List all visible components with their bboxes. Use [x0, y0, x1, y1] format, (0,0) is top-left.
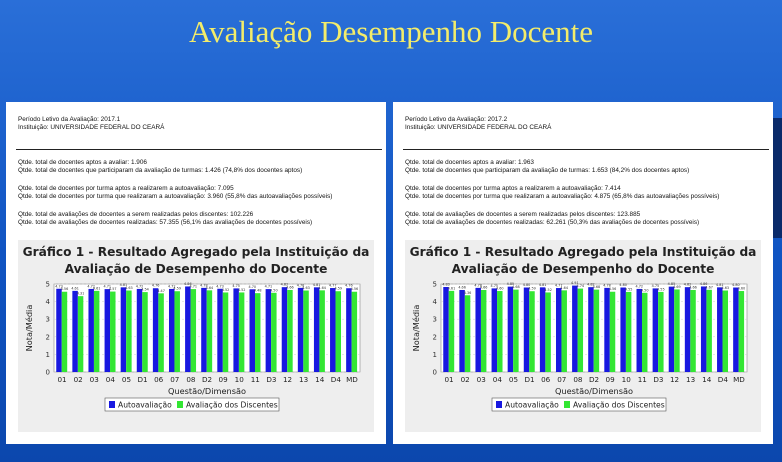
x-tick-label: 06 — [541, 375, 551, 384]
bar-value-label: 4.72 — [635, 284, 644, 289]
bar-value-label: 4.59 — [528, 286, 536, 291]
bar — [658, 292, 663, 372]
bar-value-label: 4.63 — [125, 286, 133, 291]
bar — [701, 286, 706, 372]
bar — [319, 290, 324, 372]
bar — [298, 288, 303, 372]
bar-value-label: 4.64 — [205, 285, 214, 290]
bar-value-label: 4.31 — [76, 291, 85, 296]
stat-label: Qtde. total de avaliações de docentes a serem realizadas pelos discentes: — [18, 211, 229, 218]
bar-value-label: 4.78 — [296, 283, 305, 288]
stat-value: 3.960 (55,8% das autoavaliações possíveis) — [205, 193, 333, 200]
bar — [685, 287, 690, 372]
bar — [524, 288, 529, 372]
bar-value-label: 4.60 — [737, 286, 746, 291]
bar — [540, 287, 545, 372]
bar-value-label: 4.71 — [189, 284, 198, 289]
stat-value: 1.653 (84,2% dos docentes aptos) — [590, 167, 690, 174]
x-axis-label: Questão/Dimensão — [554, 386, 634, 396]
x-tick-label: 07 — [170, 375, 180, 384]
stats-group-discentes — [405, 211, 765, 227]
bar — [529, 291, 534, 372]
bar-value-label: 4.63 — [721, 286, 730, 291]
x-tick-label: 14 — [702, 375, 712, 384]
stat-value: 1.906 — [129, 159, 147, 166]
bar-value-label: 4.56 — [60, 287, 69, 292]
bar — [352, 292, 357, 372]
bar — [626, 292, 631, 372]
bar-value-label: 4.71 — [103, 284, 112, 289]
x-tick-label: 12 — [669, 375, 680, 384]
report-panel-2017-1 — [6, 102, 386, 444]
bar-value-label: 4.64 — [318, 285, 326, 290]
chart-container — [405, 240, 761, 432]
bar-value-label: 4.85 — [506, 282, 515, 287]
x-tick-label: D4 — [717, 375, 728, 384]
bar-value-label: 4.56 — [350, 287, 359, 292]
stat-value: 57.355 (56,1% das avaliações de docentes possíveis) — [157, 219, 313, 226]
bar-value-label: 4.73 — [216, 284, 224, 289]
bar-value-label: 4.66 — [479, 285, 488, 290]
bar-value-label: 4.61 — [92, 286, 101, 291]
legend-label: Avaliação dos Discentes — [573, 400, 665, 410]
bar-value-label: 4.81 — [312, 282, 321, 287]
x-tick-label: MD — [733, 375, 745, 384]
bar — [158, 293, 163, 372]
bar-value-label: 4.61 — [447, 286, 456, 291]
stat-label: Qtde. total de docentes por turma aptos a realizarem a autoavaliação: — [405, 185, 603, 192]
bar — [594, 290, 599, 372]
stat-label: Qtde. total de avaliações de docentes a serem realizadas pelos discentes: — [405, 211, 616, 218]
bar-value-label: 4.54 — [141, 287, 149, 292]
x-tick-label: 09 — [218, 375, 228, 384]
report-header — [405, 116, 765, 132]
x-tick-label: D1 — [524, 375, 535, 384]
bar-value-label: 4.71 — [264, 284, 273, 289]
bar — [706, 290, 711, 372]
bar-value-label: 4.80 — [522, 283, 531, 288]
y-tick-label: 3 — [432, 315, 437, 324]
y-axis-label: Nota/Média — [24, 304, 34, 352]
bar-value-label: 4.69 — [673, 284, 681, 289]
bar — [578, 289, 583, 372]
x-tick-label: 14 — [315, 375, 325, 384]
x-tick-label: D1 — [137, 375, 148, 384]
x-tick-label: 08 — [186, 375, 196, 384]
x-tick-label: 01 — [57, 375, 67, 384]
bar-value-label: 4.55 — [657, 287, 665, 292]
bar — [443, 287, 448, 372]
bar — [588, 287, 593, 372]
x-tick-label: 12 — [282, 375, 293, 384]
bar-value-label: 4.64 — [560, 285, 568, 290]
x-tick-label: 03 — [89, 375, 99, 384]
bar-value-label: 4.59 — [334, 286, 343, 291]
stats-group-autoavaliacao — [405, 185, 765, 201]
bar-value-label: 4.47 — [157, 288, 165, 293]
header-divider — [16, 149, 382, 150]
chart-title: Gráfico 1 - Resultado Agregado pela Instituição da Avaliação de Desempenho do Docente — [22, 245, 370, 276]
x-tick-label: 04 — [492, 375, 502, 384]
bar — [72, 291, 77, 372]
stat-line — [18, 211, 378, 219]
bar — [513, 290, 518, 372]
bar — [642, 293, 647, 372]
stat-value: 7.414 — [602, 185, 621, 192]
bar-value-label: 4.81 — [538, 282, 547, 287]
bar — [153, 288, 158, 372]
bar-value-label: 4.55 — [624, 287, 633, 292]
bar-value-label: 4.81 — [716, 282, 724, 287]
slide-title: Avaliação Desempenho Docente — [189, 14, 593, 49]
bar — [56, 289, 61, 372]
bar-value-label: 4.86 — [184, 281, 192, 286]
stat-line — [18, 159, 378, 167]
y-tick-label: 5 — [45, 280, 50, 289]
x-tick-label: 08 — [573, 375, 583, 384]
bar — [250, 289, 255, 372]
bar-value-label: 4.52 — [221, 287, 230, 292]
bar-value-label: 4.76 — [345, 283, 353, 288]
x-tick-label: 02 — [460, 375, 470, 384]
bar — [620, 288, 625, 372]
report-panel-2017-2 — [393, 102, 773, 444]
x-tick-label: 06 — [154, 375, 164, 384]
instituicao: Instituição: UNIVERSIDADE FEDERAL DO CEARÁ — [405, 124, 552, 131]
bar — [126, 291, 131, 372]
bar — [137, 289, 142, 372]
bar-value-label: 4.66 — [286, 285, 294, 290]
bar — [266, 289, 271, 372]
bar — [669, 287, 674, 372]
bar — [94, 291, 99, 372]
report-header — [18, 116, 378, 132]
stat-line — [18, 219, 378, 227]
bar-value-label: 4.85 — [667, 282, 676, 287]
x-tick-label: 05 — [121, 375, 132, 384]
bar-value-label: 4.82 — [683, 282, 692, 287]
bar-value-label: 4.75 — [651, 283, 660, 288]
x-tick-label: 01 — [444, 375, 454, 384]
instituicao: Instituição: UNIVERSIDADE FEDERAL DO CEARÁ — [18, 124, 165, 131]
bar-value-label: 4.66 — [689, 285, 697, 290]
stat-line — [18, 193, 378, 201]
bar-value-label: 4.63 — [302, 286, 310, 291]
bar-value-label: 4.73 — [55, 284, 63, 289]
y-tick-label: 2 — [432, 333, 437, 342]
legend-label: Autoavaliação — [118, 400, 172, 410]
periodo-letivo: Período Letivo da Avaliação: 2017.2 — [405, 116, 508, 123]
bar-value-label: 4.72 — [167, 284, 176, 289]
y-tick-label: 2 — [45, 333, 50, 342]
bar — [723, 291, 728, 372]
bar-value-label: 4.72 — [135, 284, 144, 289]
x-tick-label: 10 — [234, 375, 244, 384]
bar — [637, 289, 642, 372]
bar — [110, 292, 115, 372]
x-tick-label: 02 — [73, 375, 83, 384]
bar — [674, 289, 679, 372]
stats-group-autoavaliacao — [18, 185, 378, 201]
bar-value-label: 4.50 — [640, 288, 649, 293]
bar — [475, 288, 480, 372]
bar — [142, 292, 147, 372]
bar-value-label: 4.82 — [280, 282, 289, 287]
legend-swatch — [496, 401, 502, 408]
bar-value-label: 4.36 — [463, 290, 472, 295]
x-tick-label: 04 — [105, 375, 115, 384]
stat-label: Qtde. total de docentes por turma que realizaram a autoavaliação: — [18, 193, 206, 200]
bar — [610, 292, 615, 372]
bar — [207, 290, 212, 372]
bar — [739, 291, 744, 372]
bar — [465, 295, 470, 372]
bar-value-label: 4.56 — [608, 287, 617, 292]
bar — [233, 288, 238, 372]
stat-line — [405, 193, 765, 201]
x-tick-label: 07 — [557, 375, 567, 384]
stat-line — [405, 167, 765, 175]
bar — [733, 288, 738, 372]
bar-value-label: 4.76 — [151, 283, 160, 288]
bar — [282, 287, 287, 372]
bar-value-label: 4.75 — [232, 283, 240, 288]
bar — [287, 290, 292, 372]
bar — [174, 291, 179, 372]
bar — [508, 287, 513, 372]
x-tick-label: D3 — [266, 375, 277, 384]
bar-value-label: 4.48 — [253, 288, 262, 293]
x-tick-label: 10 — [621, 375, 631, 384]
bar — [62, 292, 67, 372]
stat-value: 62.261 (50,3% das avaliações de docentes possíveis) — [544, 219, 700, 226]
bar-value-label: 4.78 — [200, 283, 208, 288]
stat-line — [18, 167, 378, 175]
bar-value-label: 4.61 — [71, 286, 79, 291]
periodo-letivo: Período Letivo da Avaliação: 2017.1 — [18, 116, 121, 123]
header-divider — [403, 149, 769, 150]
bar — [572, 286, 577, 372]
stat-line — [405, 159, 765, 167]
bar-value-label: 4.74 — [576, 284, 585, 289]
stat-label: Qtde. total de docentes que participaram da avaliação de turmas: — [18, 167, 204, 174]
bar-value-label: 4.52 — [544, 287, 552, 292]
stat-value: 1.426 (74,8% dos docentes aptos) — [203, 167, 303, 174]
bar-value-label: 4.83 — [442, 282, 450, 287]
stats-group-docentes — [18, 159, 378, 175]
x-tick-label: 11 — [637, 375, 647, 384]
bar-value-label: 4.77 — [554, 283, 563, 288]
y-tick-label: 1 — [45, 350, 50, 359]
legend-swatch — [564, 401, 570, 408]
x-tick-label: 11 — [250, 375, 260, 384]
bar — [303, 291, 308, 372]
x-tick-label: 13 — [686, 375, 696, 384]
bar-value-label: 4.78 — [603, 283, 611, 288]
legend-swatch — [109, 401, 115, 408]
bar — [346, 288, 351, 372]
bar-value-label: 4.68 — [592, 285, 601, 290]
bar — [545, 292, 550, 372]
y-tick-label: 0 — [45, 368, 50, 377]
bar-value-label: 4.50 — [270, 288, 278, 293]
stat-value: 102.226 — [228, 211, 254, 218]
bar — [604, 288, 609, 372]
x-tick-label: 03 — [476, 375, 486, 384]
bar-value-label: 4.60 — [496, 286, 504, 291]
legend-label: Autoavaliação — [505, 400, 559, 410]
stats-group-docentes — [405, 159, 765, 175]
bar — [88, 289, 93, 372]
bar — [78, 296, 83, 372]
bar — [217, 289, 222, 372]
bar-value-label: 4.68 — [512, 285, 520, 290]
bar — [330, 288, 335, 372]
bar — [561, 290, 566, 372]
bar — [336, 291, 341, 372]
x-tick-label: D3 — [653, 375, 664, 384]
bar — [185, 286, 190, 372]
x-tick-label: D2 — [201, 375, 213, 384]
bar — [121, 287, 126, 372]
bar-value-label: 4.57 — [109, 287, 117, 292]
x-axis-label: Questão/Dimensão — [167, 386, 247, 396]
bar — [497, 291, 502, 372]
y-tick-label: 0 — [432, 368, 437, 377]
x-tick-label: 09 — [605, 375, 615, 384]
stat-label: Qtde. total de docentes que participaram da avaliação de turmas: — [405, 167, 591, 174]
stat-line — [405, 219, 765, 227]
y-tick-label: 5 — [432, 280, 437, 289]
bar — [653, 288, 658, 372]
stat-label: Qtde. total de docentes por turma aptos a realizarem a autoavaliação: — [18, 185, 216, 192]
y-tick-label: 4 — [432, 298, 437, 307]
bar-value-label: 4.80 — [732, 283, 740, 288]
bar-value-label: 4.91 — [571, 281, 579, 286]
bar-value-label: 4.86 — [699, 281, 708, 286]
bar-value-label: 4.52 — [237, 287, 246, 292]
bar — [690, 290, 695, 372]
bar-value-label: 4.81 — [119, 282, 128, 287]
stat-label: Qtde. total de docentes aptos a avaliar: — [18, 159, 130, 166]
bar-value-label: 4.82 — [587, 282, 595, 287]
bar — [459, 290, 464, 372]
chart-title: Gráfico 1 - Resultado Agregado pela Instituição da Avaliação de Desempenho do Docente — [409, 245, 757, 276]
bar-value-label: 4.75 — [490, 283, 499, 288]
bar — [191, 289, 196, 372]
bar-chart — [405, 240, 761, 432]
bar-value-label: 4.80 — [619, 283, 627, 288]
bar — [481, 290, 486, 372]
chart-container — [18, 240, 374, 432]
x-tick-label: D4 — [330, 375, 341, 384]
y-tick-label: 1 — [432, 350, 437, 359]
bar-value-label: 4.70 — [248, 284, 257, 289]
bar — [717, 287, 722, 372]
bar-value-label: 4.78 — [474, 283, 482, 288]
bar — [492, 288, 497, 372]
stats-group-discentes — [18, 211, 378, 227]
stat-value: 4.875 (65,8% das autoavaliações possíveis) — [592, 193, 720, 200]
bar-value-label: 4.72 — [87, 284, 95, 289]
bar — [314, 287, 319, 372]
stat-value: 1.963 — [516, 159, 534, 166]
bar — [449, 291, 454, 372]
bar — [239, 292, 244, 372]
legend-swatch — [177, 401, 183, 408]
stat-label: Qtde. total de avaliações de docentes realizadas: — [405, 219, 545, 226]
stat-label: Qtde. total de docentes aptos a avaliar: — [405, 159, 517, 166]
stat-label: Qtde. total de avaliações de docentes realizadas: — [18, 219, 158, 226]
y-tick-label: 3 — [45, 315, 50, 324]
bar-value-label: 4.59 — [173, 286, 181, 291]
stat-value: 123.885 — [615, 211, 641, 218]
y-axis-label: Nota/Média — [411, 304, 421, 352]
legend-label: Avaliação dos Discentes — [186, 400, 278, 410]
x-tick-label: 05 — [508, 375, 519, 384]
bar-value-label: 4.77 — [329, 283, 337, 288]
stat-label: Qtde. total de docentes por turma que realizaram a autoavaliação: — [405, 193, 593, 200]
stat-line — [405, 185, 765, 193]
stat-line — [18, 185, 378, 193]
bar — [105, 289, 110, 372]
y-tick-label: 4 — [45, 298, 50, 307]
stat-value: 7.095 — [215, 185, 234, 192]
x-tick-label: D2 — [588, 375, 600, 384]
bar-value-label: 4.67 — [705, 285, 713, 290]
bar-chart — [18, 240, 374, 432]
bar — [201, 288, 206, 372]
bar — [223, 292, 228, 372]
bar — [255, 293, 260, 372]
bar-value-label: 4.66 — [458, 285, 466, 290]
x-tick-label: MD — [346, 375, 358, 384]
stat-line — [405, 211, 765, 219]
bar — [169, 289, 174, 372]
bar — [271, 293, 276, 372]
bar — [556, 288, 561, 372]
x-tick-label: 13 — [299, 375, 309, 384]
